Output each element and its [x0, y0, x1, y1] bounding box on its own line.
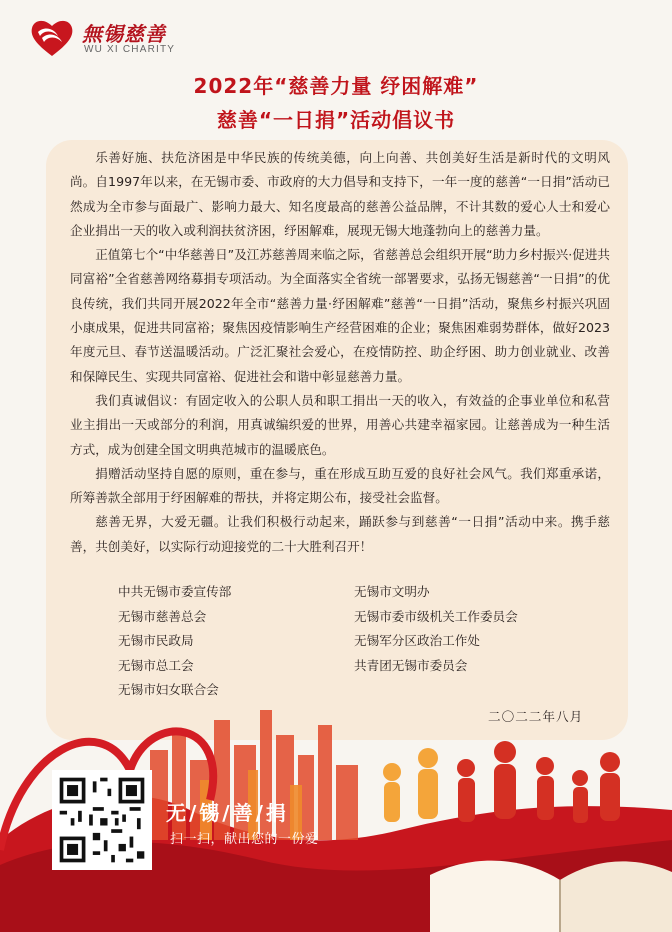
paragraph: 乐善好施、扶危济困是中华民族的传统美德，向上向善、共创美好生活是新时代的文明风尚。自1997年以来，在无锡市委、市政府的大力倡导和支持下，一年一度的慈善“一日捐”活动已然成为全市参与面最广、影响力最大、知名度最高的慈善公益品牌，不计其数的爱心人士和爱心企业捐出一天的收入或利润扶贫济困，纾困解难，展现无锡大地蓬勃向上的慈善力量。	[70, 150, 610, 238]
organization-name: 无锡市文明办	[354, 584, 430, 599]
organization-name: 无锡市民政局	[118, 633, 194, 648]
campaign-slogan: 无/锡/善/捐	[166, 801, 289, 825]
organization-column-right	[354, 580, 518, 678]
organization-name: 无锡市委市级机关工作委员会	[354, 608, 518, 624]
paragraph: 我们真诚倡议：有固定收入的公职人员和职工捐出一天的收入，有效益的企事业单位和私营业主捐出一天或部分的利润，用真诚编织爱的世界，用善心共建幸福家园。让慈善成为一种生活方式，成为创建全国文明典范城市的温暖底色。	[70, 392, 610, 457]
paragraph: 慈善无界，大爱无疆。让我们积极行动起来，踊跃参与到慈善“一日捐”活动中来。携手慈善，共创美好，以实际行动迎接党的二十大胜利召开！	[70, 514, 610, 554]
title-line-1: 2022年“慈善力量 纾困解难”	[193, 74, 479, 98]
wuxi-charity-logo	[28, 16, 198, 64]
issue-date: 二〇二二年八月	[488, 709, 584, 724]
organization-column-left	[118, 580, 231, 703]
title-line-2: 慈善“一日捐”活动倡议书	[216, 108, 456, 132]
brand-name-en: WU XI CHARITY	[84, 44, 176, 55]
paragraph: 捐赠活动坚持自愿的原则，重在参与，重在形成互助互爱的良好社会风气。我们郑重承诺，所筹善款全部用于纾困解难的帮扶，并将定期公布，接受社会监督。	[70, 465, 610, 506]
brand-name-cn: 無锡慈善	[82, 22, 166, 46]
organization-name: 无锡市妇女联合会	[118, 682, 219, 697]
proposal-body	[70, 146, 610, 559]
campaign-slogan-subtitle: 扫一扫，献出您的一份爱	[170, 832, 319, 847]
organization-name: 无锡市慈善总会	[118, 608, 207, 624]
organization-name: 中共无锡市委宣传部	[118, 584, 232, 599]
organization-name: 无锡市总工会	[118, 657, 194, 673]
organization-name: 共青团无锡市委员会	[354, 657, 468, 673]
heart-ribbon-icon	[28, 16, 76, 60]
paragraph: 正值第七个“中华慈善日”及江苏慈善周来临之际，省慈善总会组织开展“助力乡村振兴·促进共同富裕”全省慈善网络募捐专项活动。为全面落实全省统一部署要求，弘扬无锡慈善“一日捐”的优良传统，我们共同开展2022年全市“慈善力量·纾困解难”慈善“一日捐”活动，聚焦乡村振兴巩固小康成果，促进共同富裕；聚焦因疫情影响生产经营困难的企业；聚焦困难弱势群体，做好2023年度元旦、春节送温暖活动。广泛汇聚社会爱心，在疫情防控、助企纾困、助力创业就业、改善和保障民生、实现共同富裕、促进社会和谐中彰显慈善力量。	[70, 247, 610, 384]
qr-code-icon[interactable]	[52, 770, 152, 870]
organization-name: 无锡军分区政治工作处	[354, 633, 480, 648]
